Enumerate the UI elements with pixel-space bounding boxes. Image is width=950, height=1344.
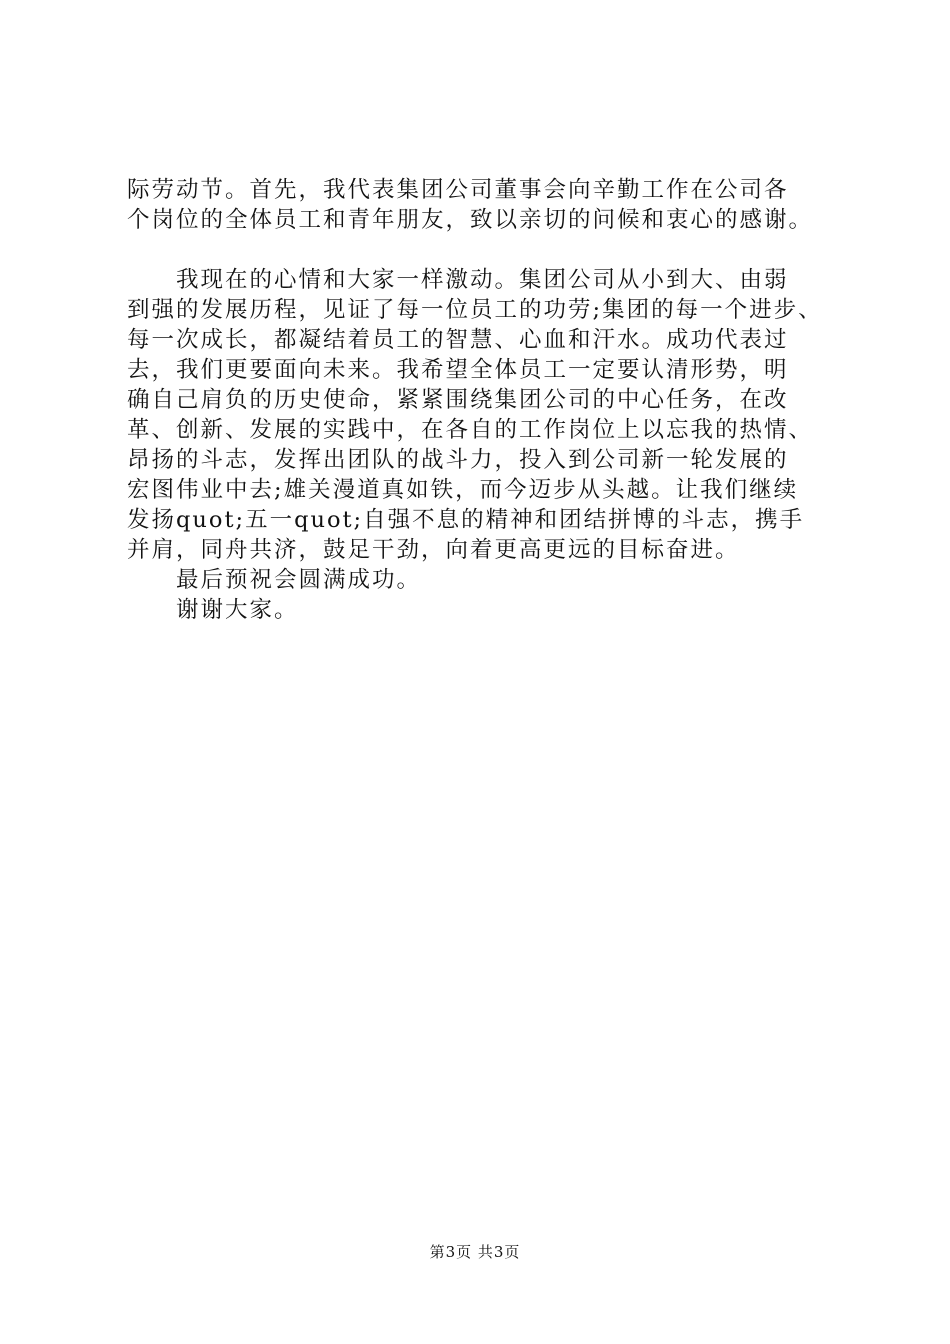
page-number-footer: 第3页 共3页 [429,1243,521,1261]
text-line: 革、创新、发展的实践中，在各自的工作岗位上以忘我的热情、 [127,417,814,443]
text-line: 并肩，同舟共济，鼓足干劲，向着更高更远的目标奋进。 [127,537,740,563]
text-line: 去，我们更要面向未来。我希望全体员工一定要认清形势，明 [127,357,789,383]
text-line: 个岗位的全体员工和青年朋友，致以亲切的问候和衷心的感谢。 [127,207,814,233]
text-line: 我现在的心情和大家一样激动。集团公司从小到大、由弱 [127,267,789,293]
text-line: 发扬quot;五一quot;自强不息的精神和团结拼博的斗志，携手 [127,507,805,533]
paragraph-gap [127,235,839,265]
text-line: 确自己肩负的历史使命，紧紧围绕集团公司的中心任务，在改 [127,387,789,413]
text-line: 谢谢大家。 [127,597,299,623]
text-line: 昂扬的斗志，发挥出团队的战斗力，投入到公司新一轮发展的 [127,447,789,473]
text-line: 际劳动节。首先，我代表集团公司董事会向辛勤工作在公司各 [127,177,789,203]
text-line: 宏图伟业中去;雄关漫道真如铁，而今迈步从头越。让我们继续 [127,477,799,503]
text-line: 每一次成长，都凝结着员工的智慧、心血和汗水。成功代表过 [127,327,789,353]
text-line: 最后预祝会圆满成功。 [127,567,422,593]
speech-body [127,175,839,625]
text-line: 到强的发展历程，见证了每一位员工的功劳;集团的每一个进步、 [127,297,823,323]
